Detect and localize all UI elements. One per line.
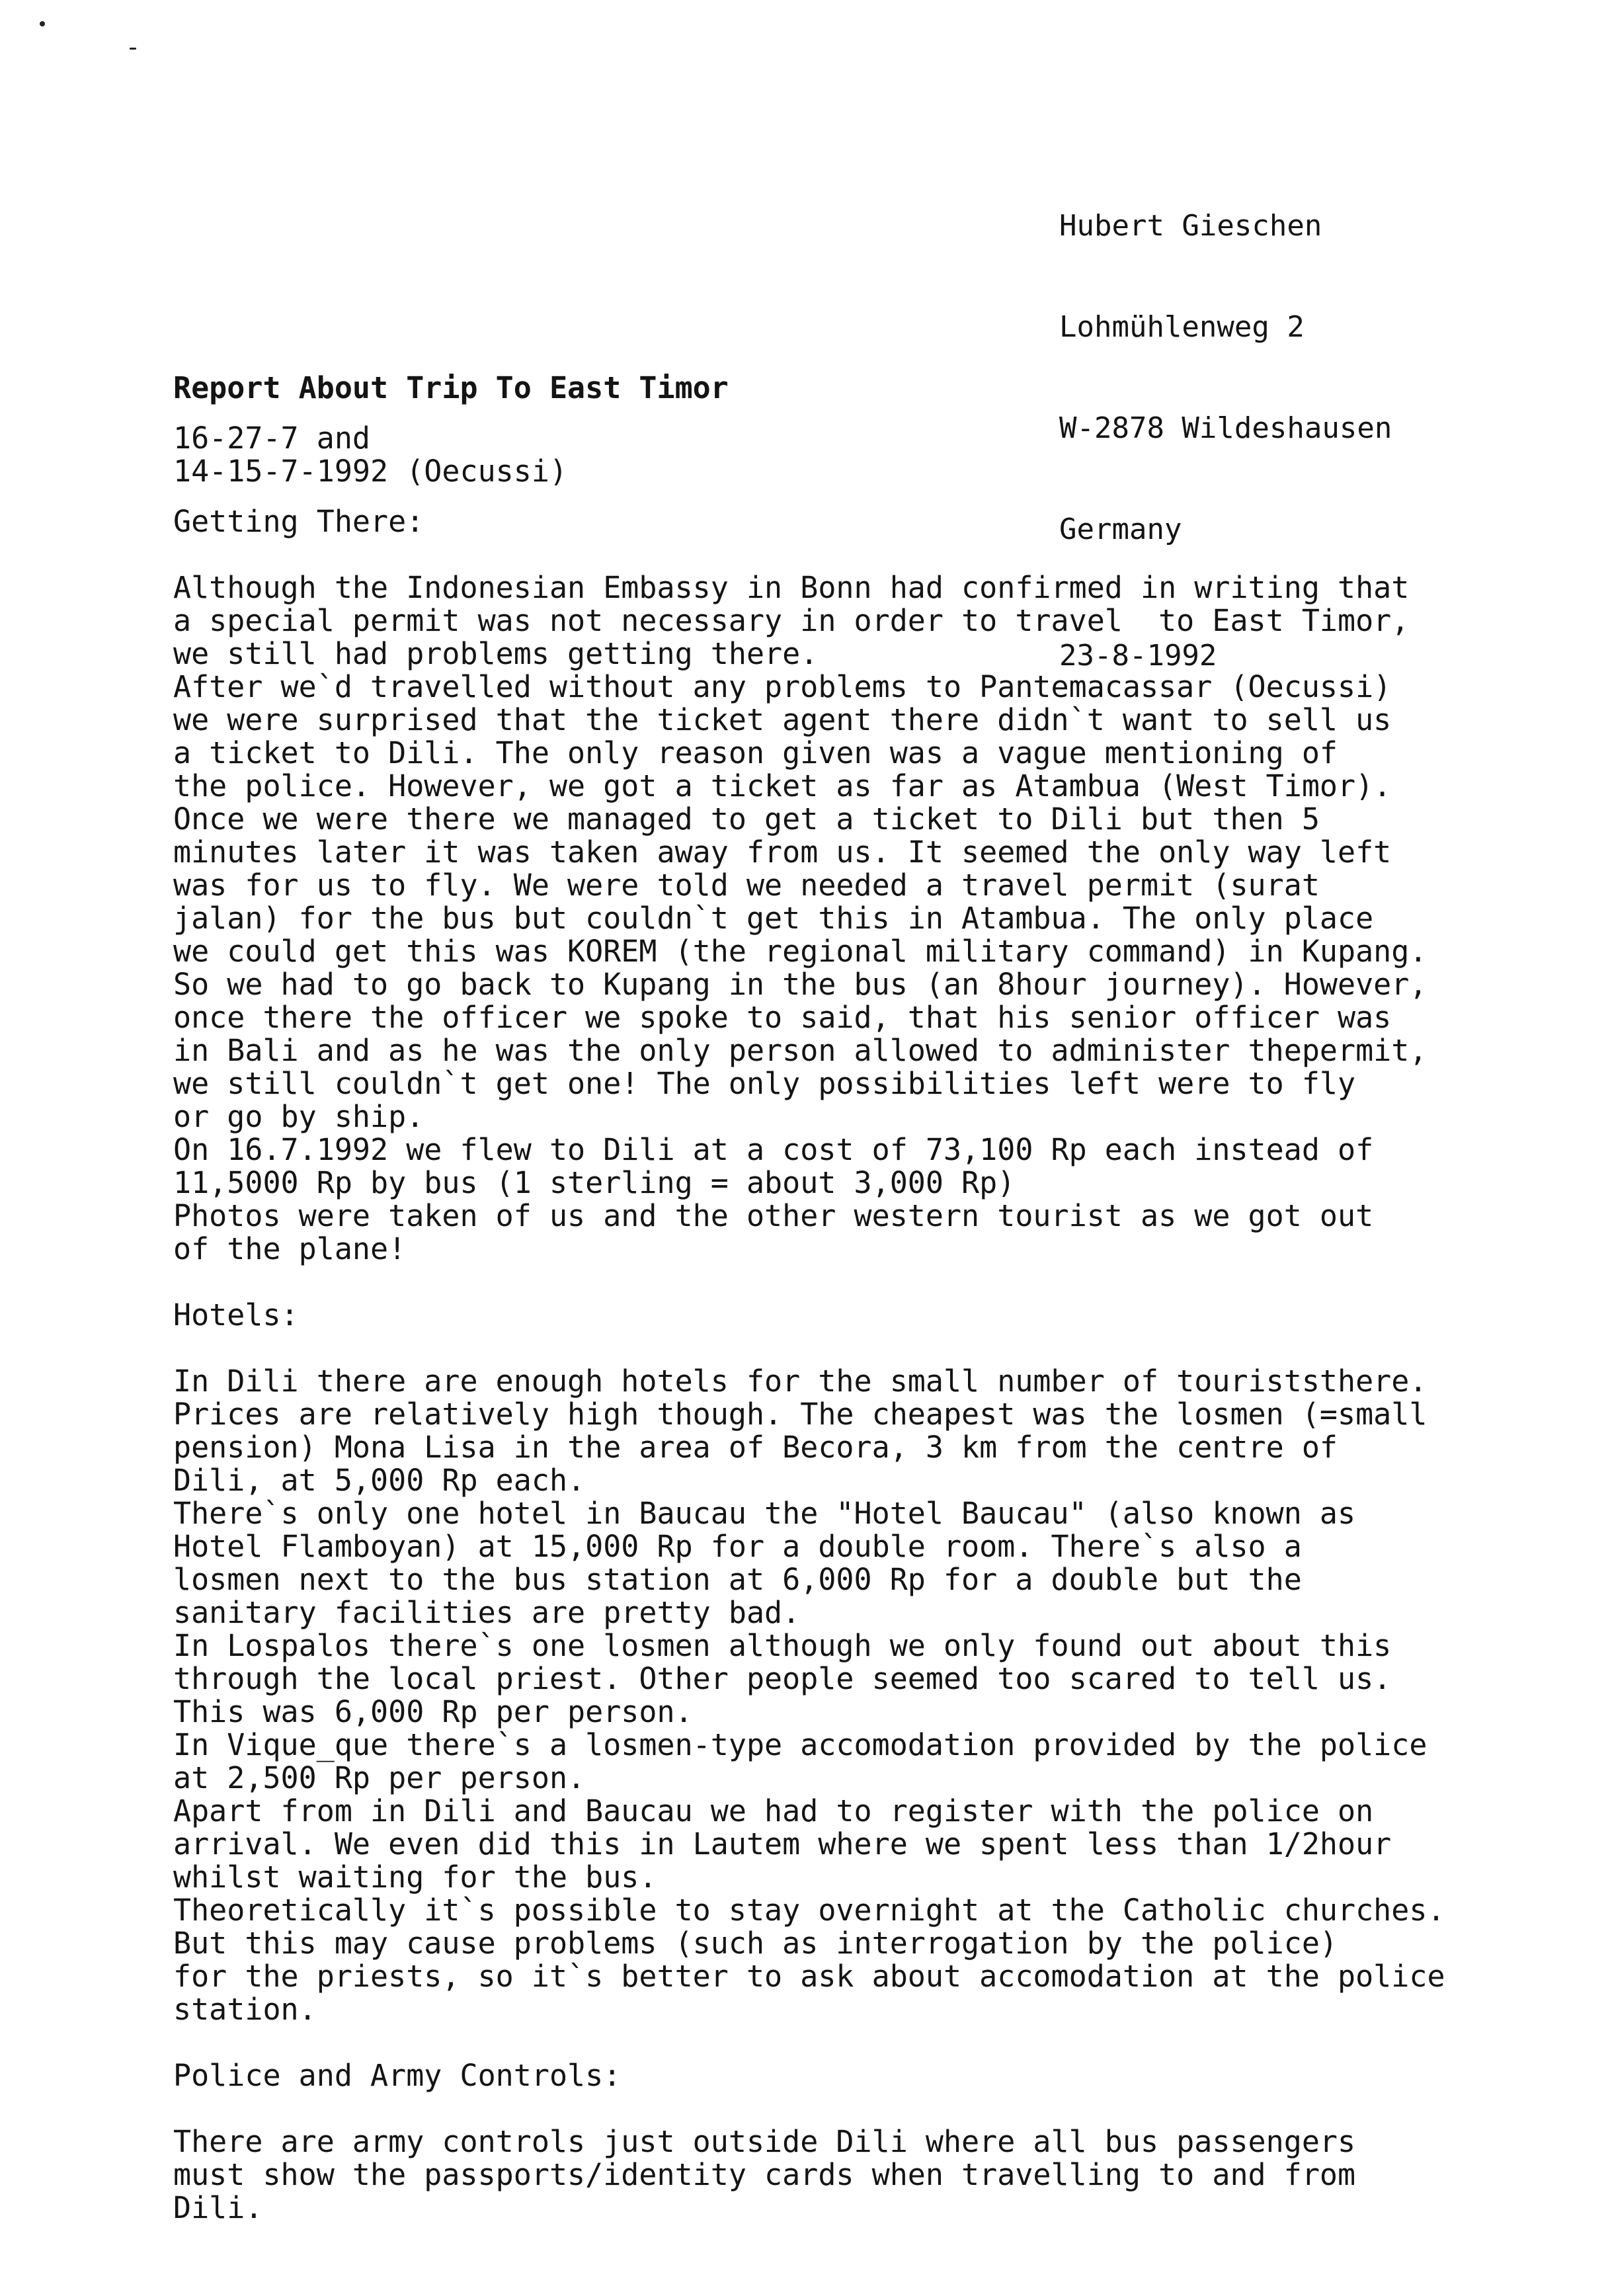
report-body [173, 372, 1582, 2225]
text-line: Theoretically it`s possible to stay overnight at the Catholic churches. [173, 1893, 1445, 1928]
text-line: through the local priest. Other people seemed too scared to tell us. [173, 1661, 1392, 1696]
text-line: we were surprised that the ticket agent there didn`t want to sell us [173, 702, 1392, 737]
text-line: Dili. [173, 2190, 263, 2225]
section-heading-hotels: Hotels: [173, 1297, 299, 1332]
section-getting-there-text [173, 571, 1582, 1266]
text-line: once there the officer we spoke to said, that his senior officer was [173, 1000, 1392, 1035]
text-line: we still had problems getting there. [173, 636, 819, 671]
report-title: Report About Trip To East Timor [173, 370, 729, 405]
text-line: at 2,500 Rp per person. [173, 1760, 586, 1795]
text-line: was for us to fly. We were told we needed a travel permit (surat [173, 868, 1320, 903]
text-line: or go by ship. [173, 1099, 424, 1134]
text-line: There`s only one hotel in Baucau the "Hotel Baucau" (also known as [173, 1496, 1356, 1531]
text-line: So we had to go back to Kupang in the bus (an 8hour journey). However, [173, 967, 1427, 1002]
text-line: must show the passports/identity cards when travelling to and from [173, 2157, 1356, 2192]
text-line: a ticket to Dili. The only reason given was a vague mentioning of [173, 735, 1338, 770]
report-date-line: 16-27-7 and [173, 421, 371, 456]
text-line: There are army controls just outside Dili where all bus passengers [173, 2124, 1356, 2159]
text-line: whilst waiting for the bus. [173, 1860, 657, 1895]
text-line: we could get this was KOREM (the regional military command) in Kupang. [173, 934, 1427, 969]
sender-street: Lohmühlenweg 2 [1059, 310, 1305, 344]
text-line: Photos were taken of us and the other western tourist as we got out [173, 1198, 1374, 1233]
text-line: Prices are relatively high though. The cheapest was the losmen (=small [173, 1397, 1427, 1432]
text-line: for the priests, so it`s better to ask about accomodation at the police [173, 1959, 1445, 1994]
text-line: a special permit was not necessary in order to travel to East Timor, [173, 603, 1410, 638]
sender-country: Germany [1059, 512, 1182, 546]
text-line: station. [173, 1992, 317, 2027]
text-line: But this may cause problems (such as interrogation by the police) [173, 1926, 1338, 1961]
scan-speck [130, 48, 136, 50]
text-line: losmen next to the bus station at 6,000 Rp for a double but the [173, 1562, 1302, 1597]
section-police-army-text [173, 2125, 1582, 2225]
text-line: sanitary facilities are pretty bad. [173, 1595, 801, 1630]
text-line: In Lospalos there`s one losmen although we only found out about this [173, 1628, 1392, 1663]
scan-speck [40, 21, 45, 26]
report-date-line: 14-15-7-1992 (Oecussi) [173, 454, 568, 489]
text-line: Once we were there we managed to get a ticket to Dili but then 5 [173, 801, 1320, 837]
text-line: in Bali and as he was the only person allowed to administer thepermit, [173, 1033, 1427, 1068]
text-line: This was 6,000 Rp per person. [173, 1694, 693, 1729]
text-line: In Dili there are enough hotels for the small number of touriststhere. [173, 1364, 1427, 1399]
text-line: In Vique_que there`s a losmen-type accomodation provided by the police [173, 1727, 1427, 1762]
text-line: Apart from in Dili and Baucau we had to register with the police on [173, 1793, 1374, 1828]
text-line: Although the Indonesian Embassy in Bonn had confirmed in writing that [173, 570, 1410, 605]
text-line: Dili, at 5,000 Rp each. [173, 1463, 586, 1498]
section-heading-getting-there: Getting There: [173, 504, 424, 539]
text-line: of the plane! [173, 1231, 407, 1266]
sender-city: W-2878 Wildeshausen [1059, 411, 1392, 445]
text-line: we still couldn`t get one! The only possibilities left were to fly [173, 1066, 1356, 1101]
text-line: 11,5000 Rp by bus (1 sterling = about 3,000 Rp) [173, 1165, 1016, 1200]
text-line: After we`d travelled without any problems to Pantemacassar (Oecussi) [173, 669, 1392, 704]
text-line: pension) Mona Lisa in the area of Becora, 3 km from the centre of [173, 1430, 1338, 1465]
text-line: jalan) for the bus but couldn`t get this in Atambua. The only place [173, 901, 1374, 936]
text-line: arrival. We even did this in Lautem where we spent less than 1/2hour [173, 1826, 1392, 1862]
sender-name: Hubert Gieschen [1059, 209, 1322, 243]
section-hotels-text [173, 1365, 1582, 2026]
text-line: minutes later it was taken away from us. It seemed the only way left [173, 835, 1392, 870]
section-heading-police-army-controls: Police and Army Controls: [173, 2058, 622, 2093]
text-line: the police. However, we got a ticket as far as Atambua (West Timor). [173, 768, 1392, 803]
letter-date: 23-8-1992 [1059, 639, 1217, 673]
text-line: Hotel Flamboyan) at 15,000 Rp for a double room. There`s also a [173, 1529, 1302, 1564]
text-line: On 16.7.1992 we flew to Dili at a cost of 73,100 Rp each instead of [173, 1132, 1374, 1167]
